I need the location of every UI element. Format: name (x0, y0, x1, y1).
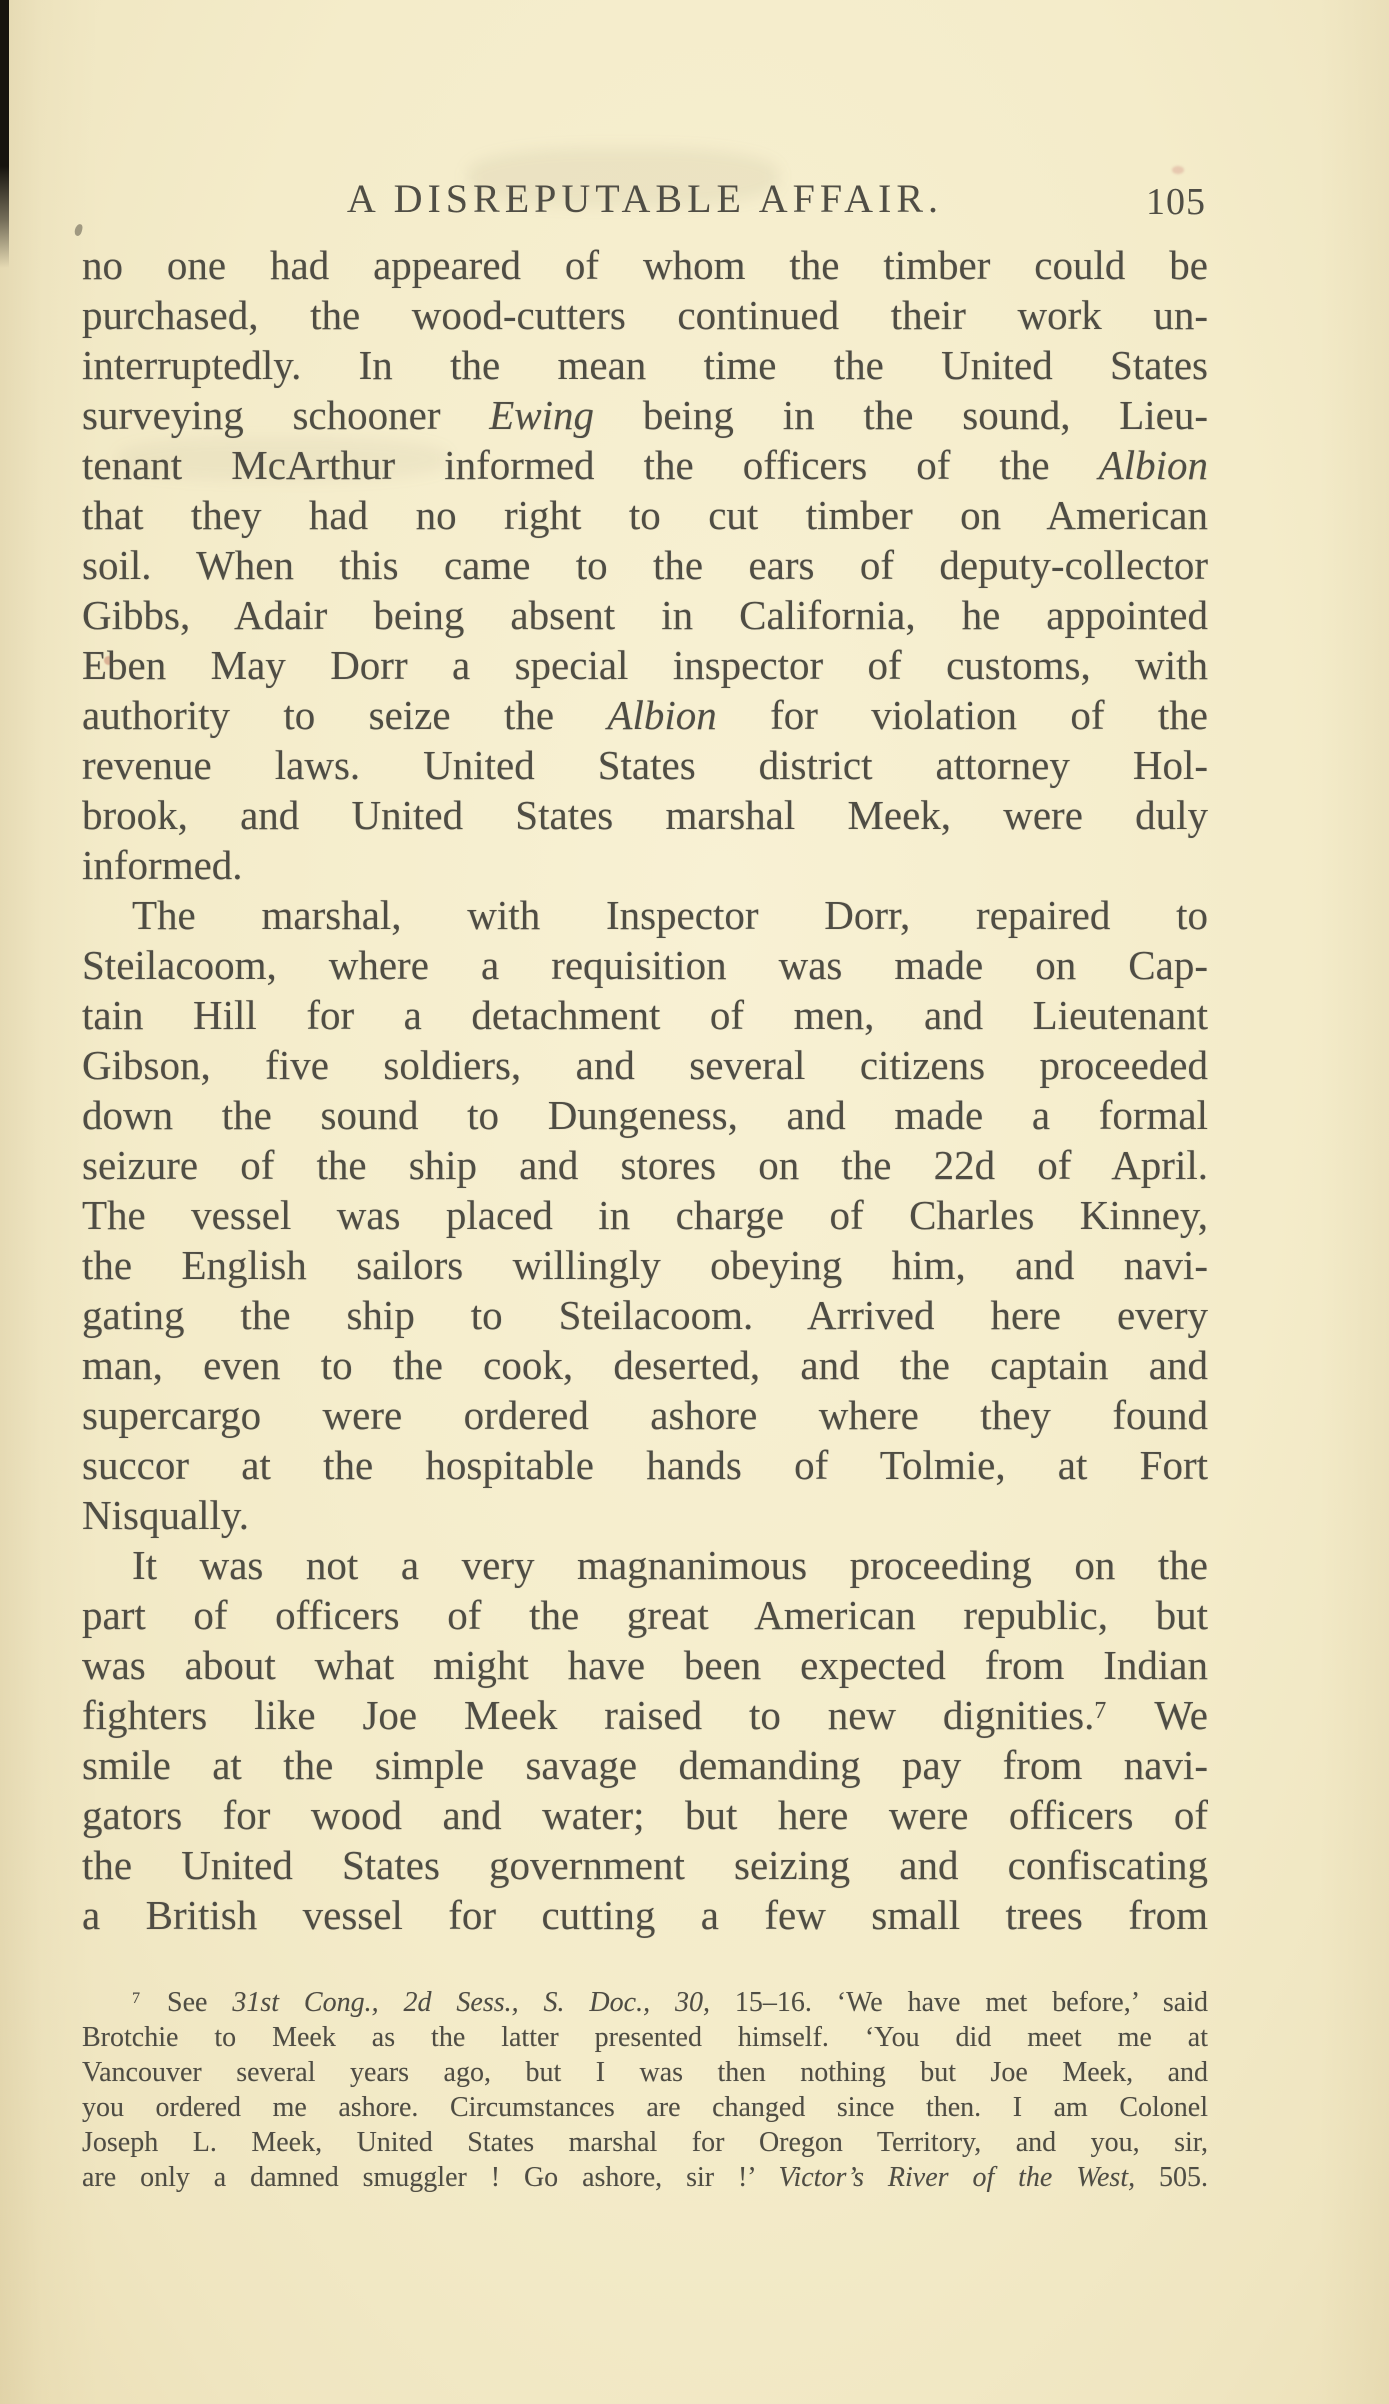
italic-text: Ewing (489, 392, 595, 438)
footnote-reference: 7 (1094, 1697, 1107, 1724)
text-line (82, 390, 1208, 440)
text-segment: 15–16. ‘We have met before,’ said (709, 1987, 1208, 2018)
text-segment: Steilacoom, where a requisition was made on Cap- (82, 942, 1208, 988)
text-line (82, 1840, 1208, 1890)
text-segment: a British vessel for cutting a few small trees from (82, 1892, 1208, 1938)
text-segment: Eben May Dorr a special inspector of customs, with (82, 642, 1208, 688)
text-segment: Gibson, five soldiers, and several citizens proceeded (82, 1042, 1208, 1088)
text-line (82, 840, 1208, 890)
text-segment: interruptedly. In the mean time the United States (82, 342, 1208, 388)
text-line (82, 440, 1208, 490)
text-line (82, 1040, 1208, 1090)
text-line (82, 1390, 1208, 1440)
text-segment: Nisqually. (82, 1492, 250, 1538)
text-line (82, 1490, 1208, 1540)
text-line (82, 490, 1208, 540)
running-head (82, 176, 1208, 226)
text-line (82, 1740, 1208, 1790)
text-segment: tain Hill for a detachment of men, and Lieutenant (82, 992, 1208, 1038)
text-segment: for violation of the (716, 692, 1208, 738)
text-line (82, 1985, 1208, 2020)
italic-text: Albion (1098, 442, 1208, 488)
text-segment: no one had appeared of whom the timber could be (82, 242, 1208, 288)
text-line (82, 1340, 1208, 1390)
text-line (82, 590, 1208, 640)
footnote (82, 1985, 1208, 2195)
text-line (82, 690, 1208, 740)
text-segment: the English sailors willingly obeying him, and navi- (82, 1242, 1208, 1288)
text-segment: tenant McArthur informed the officers of the (82, 442, 1099, 488)
scan-speck (1172, 166, 1184, 174)
text-line (82, 990, 1208, 1040)
text-line (82, 1290, 1208, 1340)
text-segment: you ordered me ashore. Circumstances are changed since then. I am Colonel (82, 2092, 1208, 2123)
text-line (82, 240, 1208, 290)
text-segment: revenue laws. United States district attorney Hol- (82, 742, 1208, 788)
text-segment: supercargo were ordered ashore where they found (82, 1392, 1208, 1438)
text-segment: that they had no right to cut timber on American (82, 492, 1208, 538)
text-line (82, 1890, 1208, 1940)
text-line (82, 1090, 1208, 1140)
text-segment: gating the ship to Steilacoom. Arrived here every (82, 1292, 1208, 1338)
text-line (82, 2055, 1208, 2090)
text-line (82, 1640, 1208, 1690)
text-segment: seizure of the ship and stores on the 22d of April. (82, 1142, 1208, 1188)
italic-text: 31st Cong., 2d Sess., S. Doc., 30, (232, 1987, 710, 2018)
text-line (82, 2090, 1208, 2125)
text-line (82, 2020, 1208, 2055)
text-segment: authority to seize the (82, 692, 608, 738)
text-segment: gators for wood and water; but here were officers of (82, 1792, 1208, 1838)
text-segment: The marshal, with Inspector Dorr, repaired to (132, 892, 1208, 938)
text-line (82, 1140, 1208, 1190)
text-segment: Joseph L. Meek, United States marshal for Oregon Territory, and you, sir, (82, 2127, 1208, 2158)
text-line (82, 1190, 1208, 1240)
text-line (82, 2125, 1208, 2160)
text-segment: man, even to the cook, deserted, and the captain and (82, 1342, 1208, 1388)
paragraph (82, 890, 1208, 1540)
text-segment: The vessel was placed in charge of Charles Kinney, (82, 1192, 1208, 1238)
paragraph (82, 1540, 1208, 1940)
text-line (82, 740, 1208, 790)
text-segment: Vancouver several years ago, but I was then nothing but Joe Meek, and (82, 2057, 1208, 2088)
page-number: 105 (1146, 181, 1206, 223)
text-segment: succor at the hospitable hands of Tolmie, at Fort (82, 1442, 1208, 1488)
text-segment: Brotchie to Meek as the latter presented himself. ‘You did meet me at (82, 2022, 1208, 2053)
text-line (82, 1440, 1208, 1490)
paragraph (82, 240, 1208, 890)
text-segment: purchased, the wood-cutters continued their work un- (82, 292, 1208, 338)
italic-text: Albion (607, 692, 717, 738)
text-segment: We (1108, 1692, 1208, 1738)
binding-edge-strip (0, 0, 9, 268)
text-segment: are only a damned smuggler ! Go ashore, sir !’ (82, 2162, 779, 2193)
text-line (82, 1240, 1208, 1290)
text-segment: See (142, 1987, 233, 2018)
text-segment: being in the sound, Lieu- (594, 392, 1208, 438)
text-line (82, 540, 1208, 590)
text-line (82, 790, 1208, 840)
text-segment: Gibbs, Adair being absent in California, he appointed (82, 592, 1208, 638)
chapter-header-title: A DISREPUTABLE AFFAIR. (346, 176, 944, 221)
text-segment: 505. (1135, 2162, 1208, 2193)
text-line (82, 290, 1208, 340)
text-segment: part of officers of the great American republic, but (82, 1592, 1208, 1638)
text-line (82, 1790, 1208, 1840)
text-line (82, 1590, 1208, 1640)
text-line (82, 2160, 1208, 2195)
text-segment: soil. When this came to the ears of deputy-collector (82, 542, 1208, 588)
text-line (82, 890, 1208, 940)
text-line (82, 640, 1208, 690)
italic-text: Victor’s River of the West, (778, 2162, 1136, 2193)
text-line (82, 1690, 1208, 1740)
text-line (82, 940, 1208, 990)
text-segment: brook, and United States marshal Meek, were duly (82, 792, 1208, 838)
text-segment: down the sound to Dungeness, and made a formal (82, 1092, 1208, 1138)
text-line (82, 1540, 1208, 1590)
text-segment: fighters like Joe Meek raised to new dignities. (82, 1692, 1095, 1738)
text-segment: was about what might have been expected from Indian (82, 1642, 1208, 1688)
text-segment: It was not a very magnanimous proceeding on the (132, 1542, 1208, 1588)
text-line (82, 340, 1208, 390)
text-segment: informed. (82, 842, 243, 888)
text-segment: the United States government seizing and confiscating (82, 1842, 1208, 1888)
footnote-reference: 7 (132, 1989, 141, 2008)
page-body-text (82, 240, 1208, 1940)
text-segment: surveying schooner (82, 392, 490, 438)
text-segment: smile at the simple savage demanding pay from navi- (82, 1742, 1208, 1788)
